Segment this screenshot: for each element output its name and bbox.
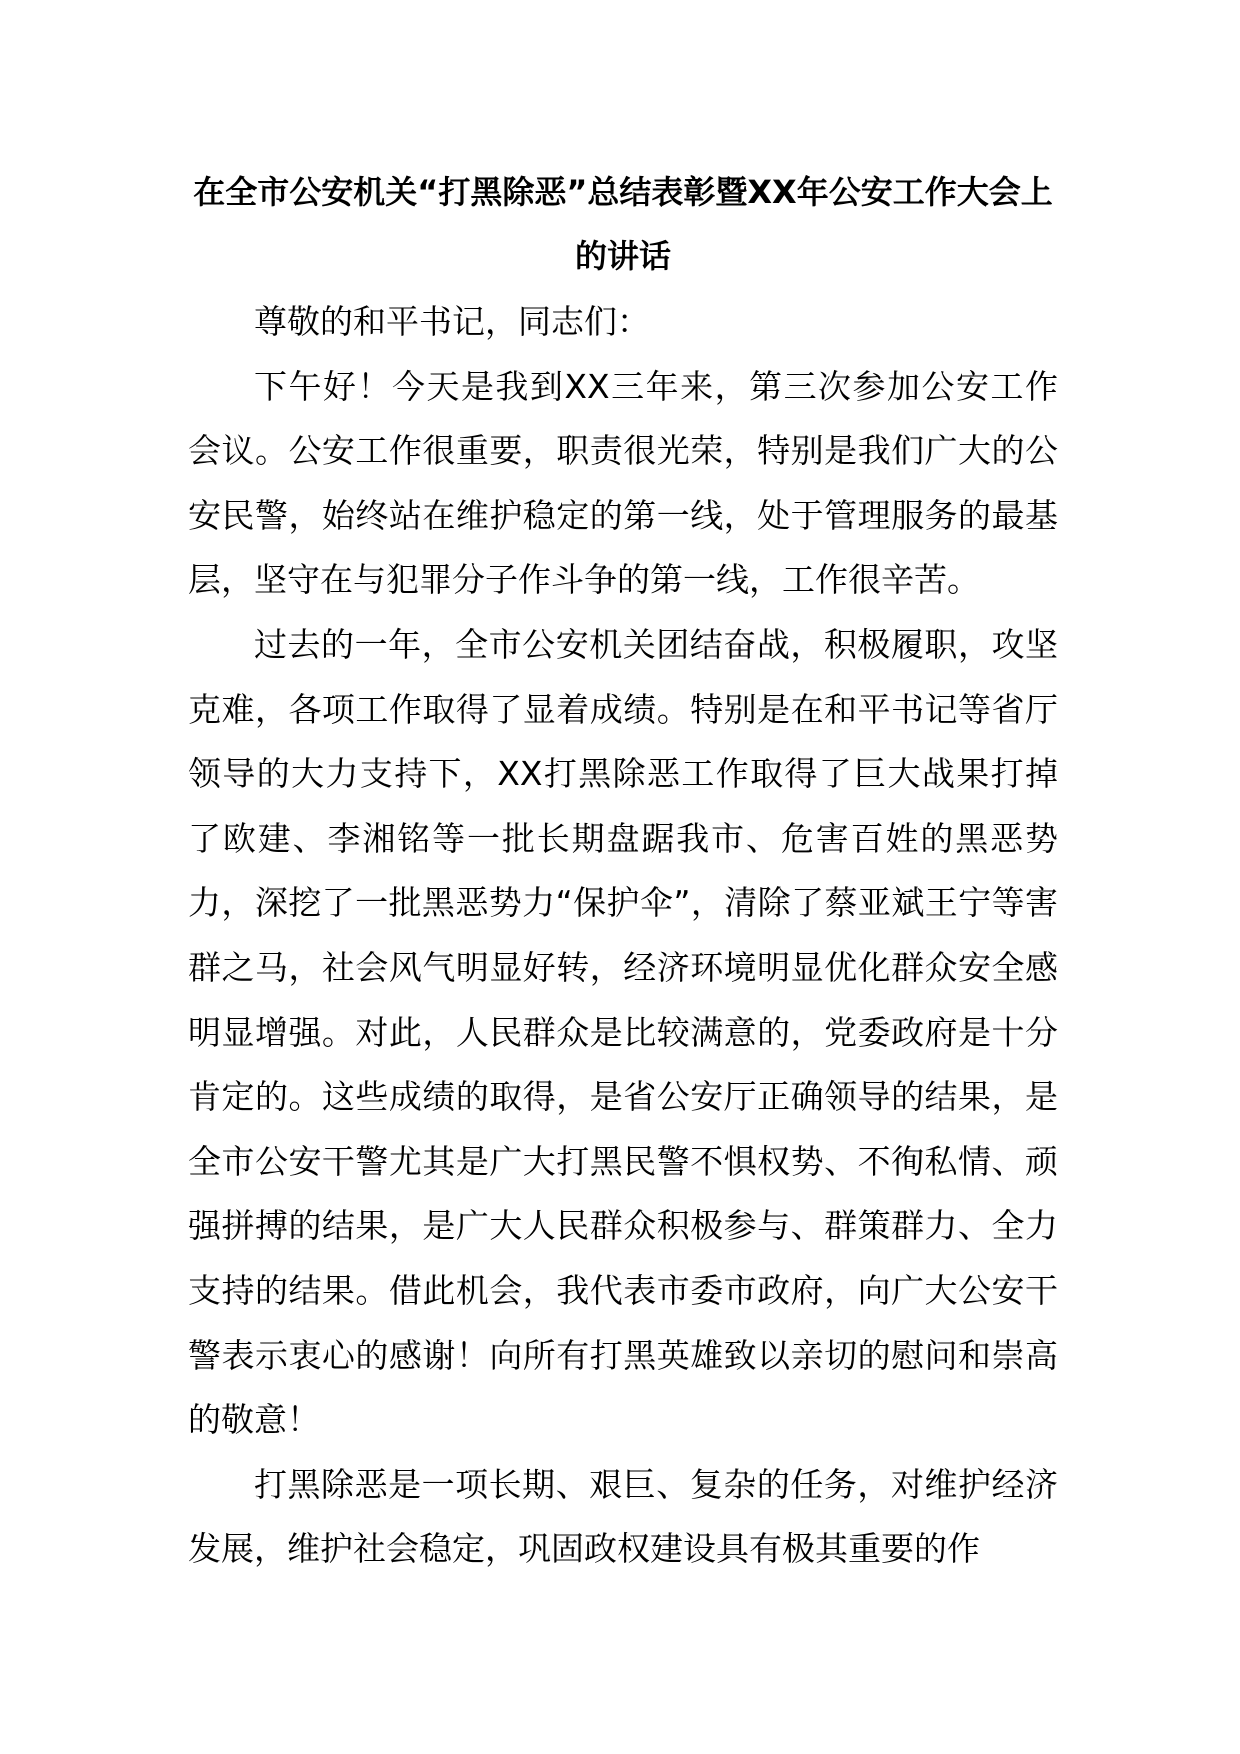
document-page <box>188 160 1058 1582</box>
paragraph-greeting: 下午好！今天是我到XX三年来，第三次参加公安工作会议。公安工作很重要，职责很光荣，特别是我们广大的公安民警，始终站在维护稳定的第一线，处于管理服务的最基层，坚守在与犯罪分子作斗争的第一线，工作很辛苦。 <box>188 366 1058 600</box>
document-body <box>188 290 1058 1582</box>
salutation: 尊敬的和平书记，同志们： <box>254 302 650 341</box>
document-title: 在全市公安机关“打黑除恶”总结表彰暨XX年公安工作大会上的讲话 <box>193 173 1053 275</box>
paragraph-task: 打黑除恶是一项长期、艰巨、复杂的任务，对维护经济发展，维护社会稳定，巩固政权建设具有极其重要的作 <box>188 1464 1058 1569</box>
paragraph-achievements: 过去的一年，全市公安机关团结奋战，积极履职，攻坚克难，各项工作取得了显着成绩。特别是在和平书记等省厅领导的大力支持下，XX打黑除恶工作取得了巨大战果打掉了欧建、李湘铭等一批长期盘踞我市、危害百姓的黑恶势力，深挖了一批黑恶势力“保护伞”，清除了蔡亚斌王宁等害群之马，社会风气明显好转，经济环境明显优化群众安全感明显增强。对此，人民群众是比较满意的，党委政府是十分肯定的。这些成绩的取得，是省公安厅正确领导的结果，是全市公安干警尤其是广大打黑民警不惧权势、不徇私情、顽强拼搏的结果，是广大人民群众积极参与、群策群力、全力支持的结果。借此机会，我代表市委市政府，向广大公安干警表示衷心的感谢！向所有打黑英雄致以亲切的慰问和崇高的敬意！ <box>188 624 1058 1440</box>
